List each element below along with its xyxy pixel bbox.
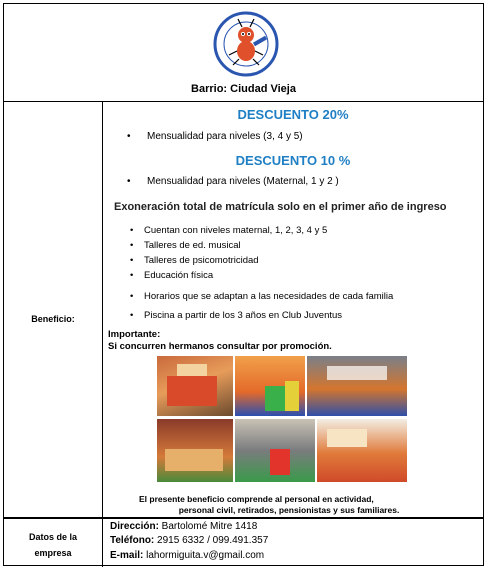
barrio-title: Barrio: Ciudad Vieja xyxy=(191,83,296,95)
classroom-photo xyxy=(157,356,233,416)
important-text: Si concurren hermanos consultar por promoción. xyxy=(108,341,332,352)
classroom-photo xyxy=(307,356,407,416)
photo-collage xyxy=(157,356,407,482)
company-phone: Teléfono: 2915 6332 / 099.491.357 xyxy=(110,535,269,546)
list-item: • Piscina a partir de los 3 años en Club Juventus xyxy=(130,310,343,321)
company-label: Datos de la empresa xyxy=(28,532,77,558)
discount-10-item: • Mensualidad para niveles (Maternal, 1 y 2 ) xyxy=(127,176,339,187)
exoneration-text: Exoneración total de matrícula solo en el primer año de ingreso xyxy=(114,201,447,213)
discount-20-item: • Mensualidad para niveles (3, 4 y 5) xyxy=(127,131,303,142)
discount-10-title: DESCUENTO 10 % xyxy=(235,153,351,168)
column-divider xyxy=(102,101,103,567)
classroom-photo xyxy=(235,419,315,482)
classroom-photo xyxy=(235,356,305,416)
header xyxy=(4,4,483,102)
list-item: • Talleres de psicomotricidad xyxy=(130,255,259,266)
list-item: • Educación física xyxy=(130,270,214,281)
discount-20-title: DESCUENTO 20% xyxy=(237,107,349,122)
list-item: • Talleres de ed. musical xyxy=(130,240,241,251)
important-title: Importante: xyxy=(108,329,161,340)
company-email[interactable]: E-mail: lahormiguita.v@gmail.com xyxy=(110,550,265,561)
list-item: • Cuentan con niveles maternal, 1, 2, 3, 4 y 5 xyxy=(130,225,328,236)
beneficiaries-note: El presente beneficio comprende al personal en actividad, personal civil, retirados, pensionistas y sus familiares. xyxy=(139,494,400,515)
company-address: Dirección: Bartolomé Mitre 1418 xyxy=(110,521,258,532)
benefit-label: Beneficio: xyxy=(31,314,75,324)
classroom-photo xyxy=(317,419,407,482)
list-item: • Horarios que se adaptan a las necesidades de cada familia xyxy=(130,291,394,302)
classroom-photo xyxy=(157,419,233,482)
flyer-sheet xyxy=(3,3,484,566)
ant-logo xyxy=(213,11,279,77)
